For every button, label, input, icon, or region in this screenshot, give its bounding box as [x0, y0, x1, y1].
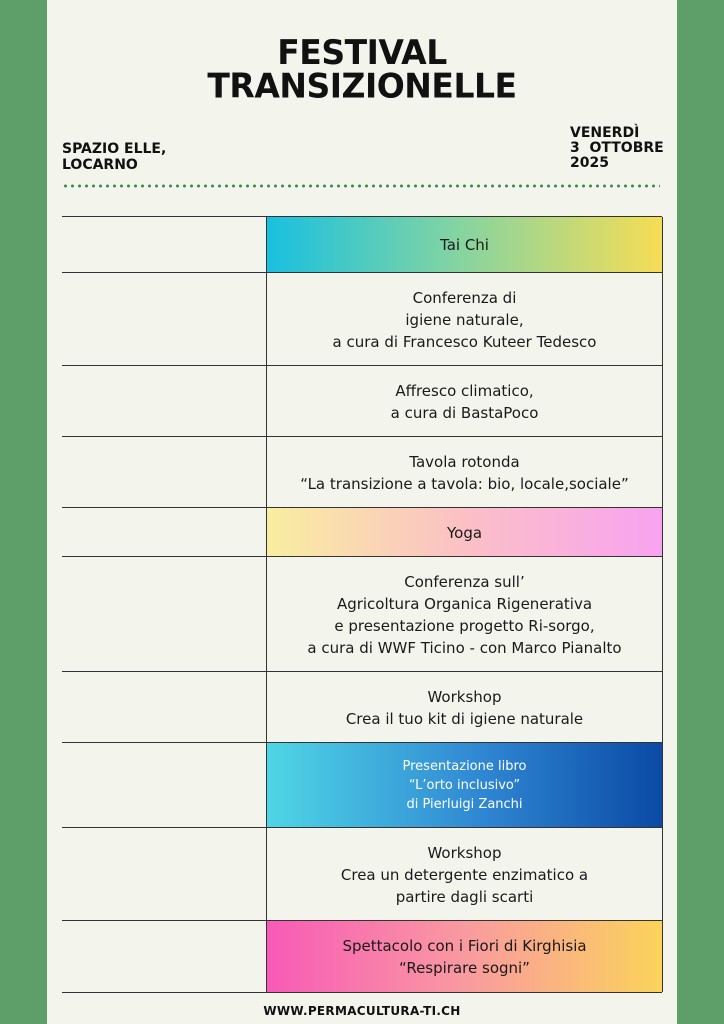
time-cell — [62, 672, 266, 743]
schedule-row — [62, 272, 662, 366]
festival-title — [47, 32, 677, 106]
time-cell — [62, 437, 266, 508]
event-description — [440, 234, 489, 256]
event-line: igiene naturale, — [405, 310, 524, 329]
event-cell — [266, 921, 663, 992]
event-line: Crea il tuo kit di igiene naturale — [345, 709, 584, 728]
event-line: “Respirare sogni” — [399, 958, 530, 977]
dotted-divider — [62, 184, 660, 188]
time-cell — [62, 508, 266, 557]
schedule-row — [62, 436, 662, 508]
event-line: “L’orto inclusivo” — [408, 778, 521, 793]
event-line: Workshop — [427, 843, 502, 862]
event-cell — [266, 273, 663, 366]
event-cell — [266, 437, 663, 508]
event-line: Tai Chi — [440, 236, 489, 254]
venue-line-2: LOCARNO — [62, 157, 138, 173]
event-line: “La transizione a tavola: bio, locale,sociale” — [300, 474, 629, 493]
event-date — [570, 126, 664, 171]
event-cell — [266, 672, 663, 743]
time-cell — [62, 828, 266, 921]
schedule-row — [62, 920, 662, 993]
event-description — [403, 757, 527, 814]
event-line: a cura di WWF Ticino - con Marco Pianalto — [307, 638, 622, 657]
title-line-2: TRANSIZIONELLE — [207, 65, 517, 106]
event-line: Yoga — [446, 523, 483, 542]
event-line: Agricoltura Organica Rigenerativa — [336, 594, 593, 613]
time-cell — [62, 557, 266, 672]
event-cell — [266, 557, 663, 672]
time-cell — [62, 273, 266, 366]
schedule-row — [62, 671, 662, 743]
date-line-2: 3 OTTOBRE — [570, 140, 664, 156]
event-cell — [266, 217, 663, 273]
event-line: a cura di Francesco Kuteer Tedesco — [332, 332, 597, 351]
website-link[interactable]: WWW.PERMACULTURA-TI.CH — [263, 1004, 461, 1018]
event-description — [300, 451, 628, 495]
event-cell — [266, 366, 663, 437]
schedule-row — [62, 827, 662, 921]
event-line: partire dagli scarti — [395, 887, 534, 906]
event-line: a cura di BastaPoco — [390, 403, 539, 422]
date-line-3: 2025 — [570, 155, 609, 171]
event-description — [342, 935, 586, 979]
event-cell — [266, 828, 663, 921]
event-line: Conferenza sull’ — [404, 572, 525, 591]
venue-line-1: SPAZIO ELLE, — [62, 141, 167, 157]
date-line-1: VENERDÌ — [570, 125, 640, 141]
schedule-row — [62, 365, 662, 437]
event-line: Tavola rotonda — [409, 452, 520, 471]
time-cell — [62, 217, 266, 273]
venue — [62, 141, 166, 173]
event-line: e presentazione progetto Ri-sorgo, — [334, 616, 595, 635]
time-cell — [62, 366, 266, 437]
event-description — [307, 571, 621, 659]
event-line: Conferenza di — [412, 288, 517, 307]
event-description — [333, 287, 597, 353]
time-cell — [62, 743, 266, 828]
event-line: Crea un detergente enzimatico a — [340, 865, 589, 884]
event-line: Spettacolo con i Fiori di Kirghisia — [342, 936, 587, 955]
poster — [47, 0, 677, 1024]
event-line: Affresco climatico, — [395, 381, 534, 400]
schedule-row — [62, 216, 662, 273]
event-line: Presentazione libro — [402, 759, 527, 774]
event-description — [391, 380, 539, 424]
schedule-row — [62, 507, 662, 557]
event-description — [341, 842, 588, 908]
title-line-1: FESTIVAL — [277, 32, 447, 73]
event-description — [346, 686, 583, 730]
event-description — [447, 522, 482, 544]
event-cell — [266, 508, 663, 557]
schedule-row — [62, 742, 662, 828]
schedule-row — [62, 556, 662, 672]
event-line: di Pierluigi Zanchi — [406, 797, 523, 812]
event-line: Workshop — [427, 687, 502, 706]
event-cell — [266, 743, 663, 828]
time-cell — [62, 921, 266, 992]
